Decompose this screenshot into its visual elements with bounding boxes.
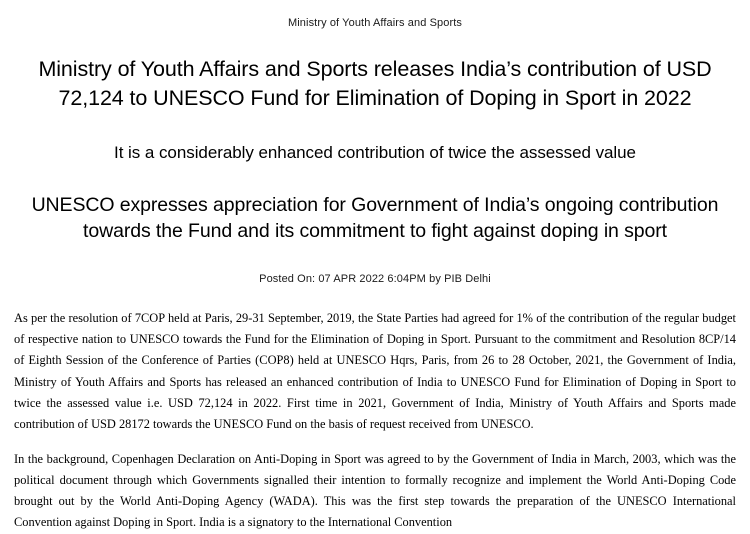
article-paragraph: As per the resolution of 7COP held at Paris, 29-31 September, 2019, the State Parties had agreed for 1% of the contribution of the regular budget of respective nation to UNESCO towards the Fund for the Elimination of Doping in Sport. Pursuant to the commitment and Resolution 8CP/14 of Eighth Session of the Conference of Parties (COP8) held at UNESCO Hqrs, Paris, from 26 to 28 October, 2021, the Government of India, Ministry of Youth Affairs and Sports has released an enhanced contribution of India to UNESCO Fund for Elimination of Doping in Sport to twice the assessed value i.e. USD 72,124 in 2022. First time in 2021, Government of India, Ministry of Youth Affairs and Sports made contribution of USD 28172 towards the UNESCO Fund on the basis of request received from UNESCO. [14,310,736,432]
article-paragraph: In the background, Copenhagen Declaration on Anti-Doping in Sport was agreed to by the Government of India in March, 2003, which was the political document through which Governments signalled their intention to formally recognize and implement the World Anti-Doping Code brought out by the World Anti-Doping Agency (WADA). This was the first step towards the preparation of the UNESCO International Convention against Doping in Sport. India is a signatory to the International Convention [14,451,736,530]
page-title: Ministry of Youth Affairs and Sports releases India’s contribution of USD 72,124 to UNESCO Fund for Elimination of Doping in Sport in 2022 [38,57,712,110]
ministry-label: Ministry of Youth Affairs and Sports [288,17,462,29]
subheadline-secondary: UNESCO expresses appreciation for Government of India’s ongoing contribution towards the Fund and its commitment to fight against doping in sport [31,194,719,243]
posted-on-timestamp: Posted On: 07 APR 2022 6:04PM by PIB Delhi [259,272,491,285]
article-body [14,285,736,534]
subheadline-primary: It is a considerably enhanced contribution of twice the assessed value [114,143,636,163]
